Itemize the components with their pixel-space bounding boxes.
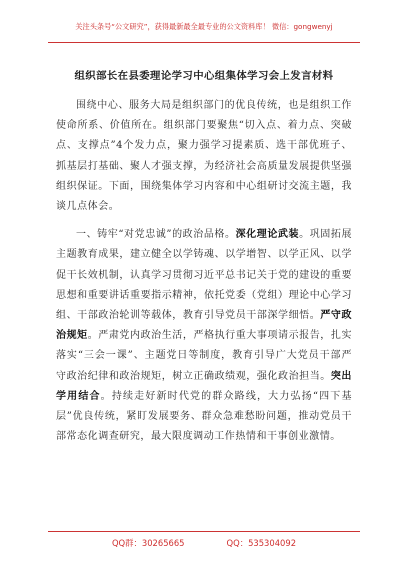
top-divider <box>48 42 360 43</box>
footer-qq-group: QQ群：30265665 <box>111 538 185 548</box>
paragraph-text: 。巩固拓展主题教育成果，建立健全以学铸魂、以学增智、以学正风、以学促干长效机制，认真学习贯彻习近平总书记关于党的建设的重要思想和重要讲话重要指示精神，依托党委（党组）理论中心学习组、干部政治轮训等载体，教育引导党员干部深学细悟。 <box>56 229 352 322</box>
footer <box>0 537 408 549</box>
bold-heading-text: 严守政治规矩 <box>56 310 353 342</box>
paragraph-text: 一、铸牢“对党忠诚”的政治品格。 <box>76 229 236 241</box>
bottom-divider <box>48 531 360 532</box>
document-title: 组织部长在县委理论学习中心组集体学习会上发言材料 <box>74 70 334 82</box>
document-body <box>56 96 352 455</box>
paragraph-text: 围绕中心、服务大局是组织部门的优良传统，也是组织工作使命所系、价值所在。组织部门要聚焦“切入点、着力点、突破点、支撑点”4个发力点，聚力强学习提素质、选干部优班子、抓基层打基础、聚人才强支撑，为经济社会高质量发展提供坚强组织保证。下面，围绕集体学习内容和中心组研讨交流主题，我谈几点体会。 <box>56 100 352 213</box>
bold-heading-text: 突出学用结合 <box>56 370 352 402</box>
paragraph-text: 。持续走好新时代党的群众路线，大力弘扬“四下基层”优良传统，紧盯发展要务、群众急难愁盼问题，推动党员干部常态化调查研究，最大限度调动工作热情和干事创业激情。 <box>56 390 352 443</box>
footer-qq-number: QQ：535304092 <box>226 538 297 548</box>
body-paragraph <box>56 225 352 447</box>
paragraph-text: 。严肃党内政治生活，严格执行重大事项请示报告，扎实落实“三会一课”、主题党日等制度，教育引导广大党员干部严守政治纪律和政治规矩，树立正确政绩观，强化政治担当。 <box>56 330 352 382</box>
body-paragraph <box>56 96 352 217</box>
bold-heading-text: 深化理论武装 <box>235 229 300 241</box>
top-banner: 关注头条号“公文研究”，获得最新最全最专业的公文资料库！ 微信：gongwenyj <box>75 22 333 31</box>
